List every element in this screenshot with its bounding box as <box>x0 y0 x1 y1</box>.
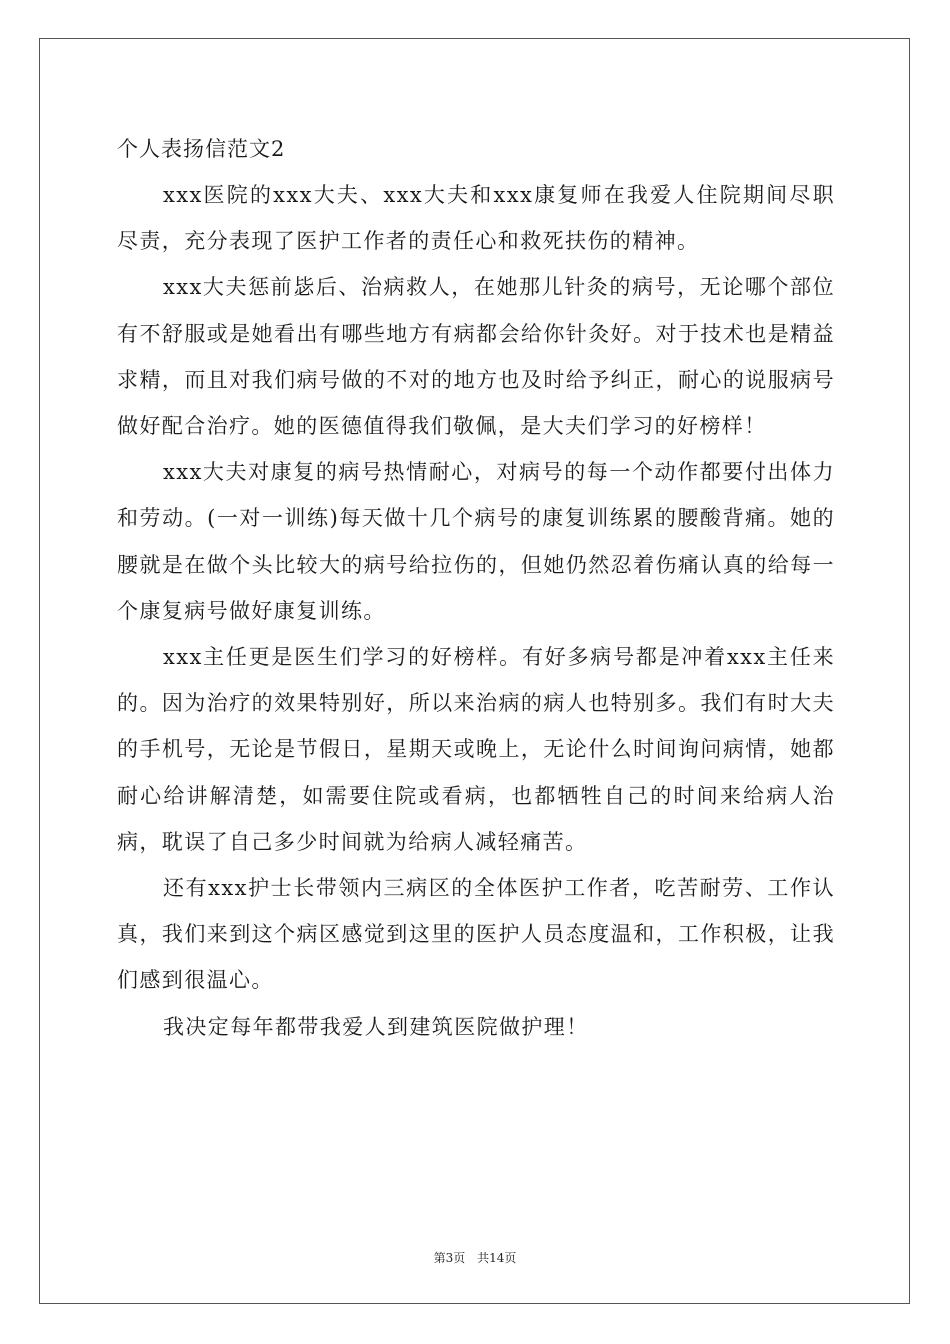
paragraph: xxx大夫惩前毖后、治病救人，在她那儿针灸的病号，无论哪个部位有不舒服或是她看出有哪些地方有病都会给你针灸好。对于技术也是精益求精，而且对我们病号做的不对的地方也及时给予纠正，耐心的说服病号做好配合治疗。她的医德值得我们敬佩，是大夫们学习的好榜样！ <box>117 275 835 439</box>
paragraph: xxx主任更是医生们学习的好榜样。有好多病号都是冲着xxx主任来的。因为治疗的效果特别好，所以来治病的病人也特别多。我们有时大夫的手机号，无论是节假日，星期天或晚上，无论什么时间询问病情，她都耐心给讲解清楚，如需要住院或看病，也都牺牲自己的时间来给病人治病，耽误了自己多少时间就为给病人减轻痛苦。 <box>117 645 835 854</box>
page-total: 共14页 <box>477 1251 517 1265</box>
paragraph: 我决定每年都带我爱人到建筑医院做护理！ <box>163 1014 589 1039</box>
paragraph: xxx大夫对康复的病号热情耐心，对病号的每一个动作都要付出体力和劳动。(一对一训练)每天做十几个病号的康复训练累的腰酸背痛。她的腰就是在做个头比较大的病号给拉伤的，但她仍然忍着伤痛认真的给每一个康复病号做好康复训练。 <box>117 460 835 623</box>
page-number: 第3页 <box>433 1251 466 1265</box>
paragraph: 还有xxx护士长带领内三病区的全体医护工作者，吃苦耐劳、工作认真，我们来到这个病区感觉到这里的医护人员态度温和，工作积极，让我们感到很温心。 <box>117 876 835 993</box>
document-body <box>117 126 835 1050</box>
paragraph: xxx医院的xxx大夫、xxx大夫和xxx康复师在我爱人住院期间尽职尽责，充分表现了医护工作者的责任心和救死扶伤的精神。 <box>117 183 835 254</box>
page-footer <box>0 1249 950 1266</box>
document-title: 个人表扬信范文2 <box>117 137 286 161</box>
